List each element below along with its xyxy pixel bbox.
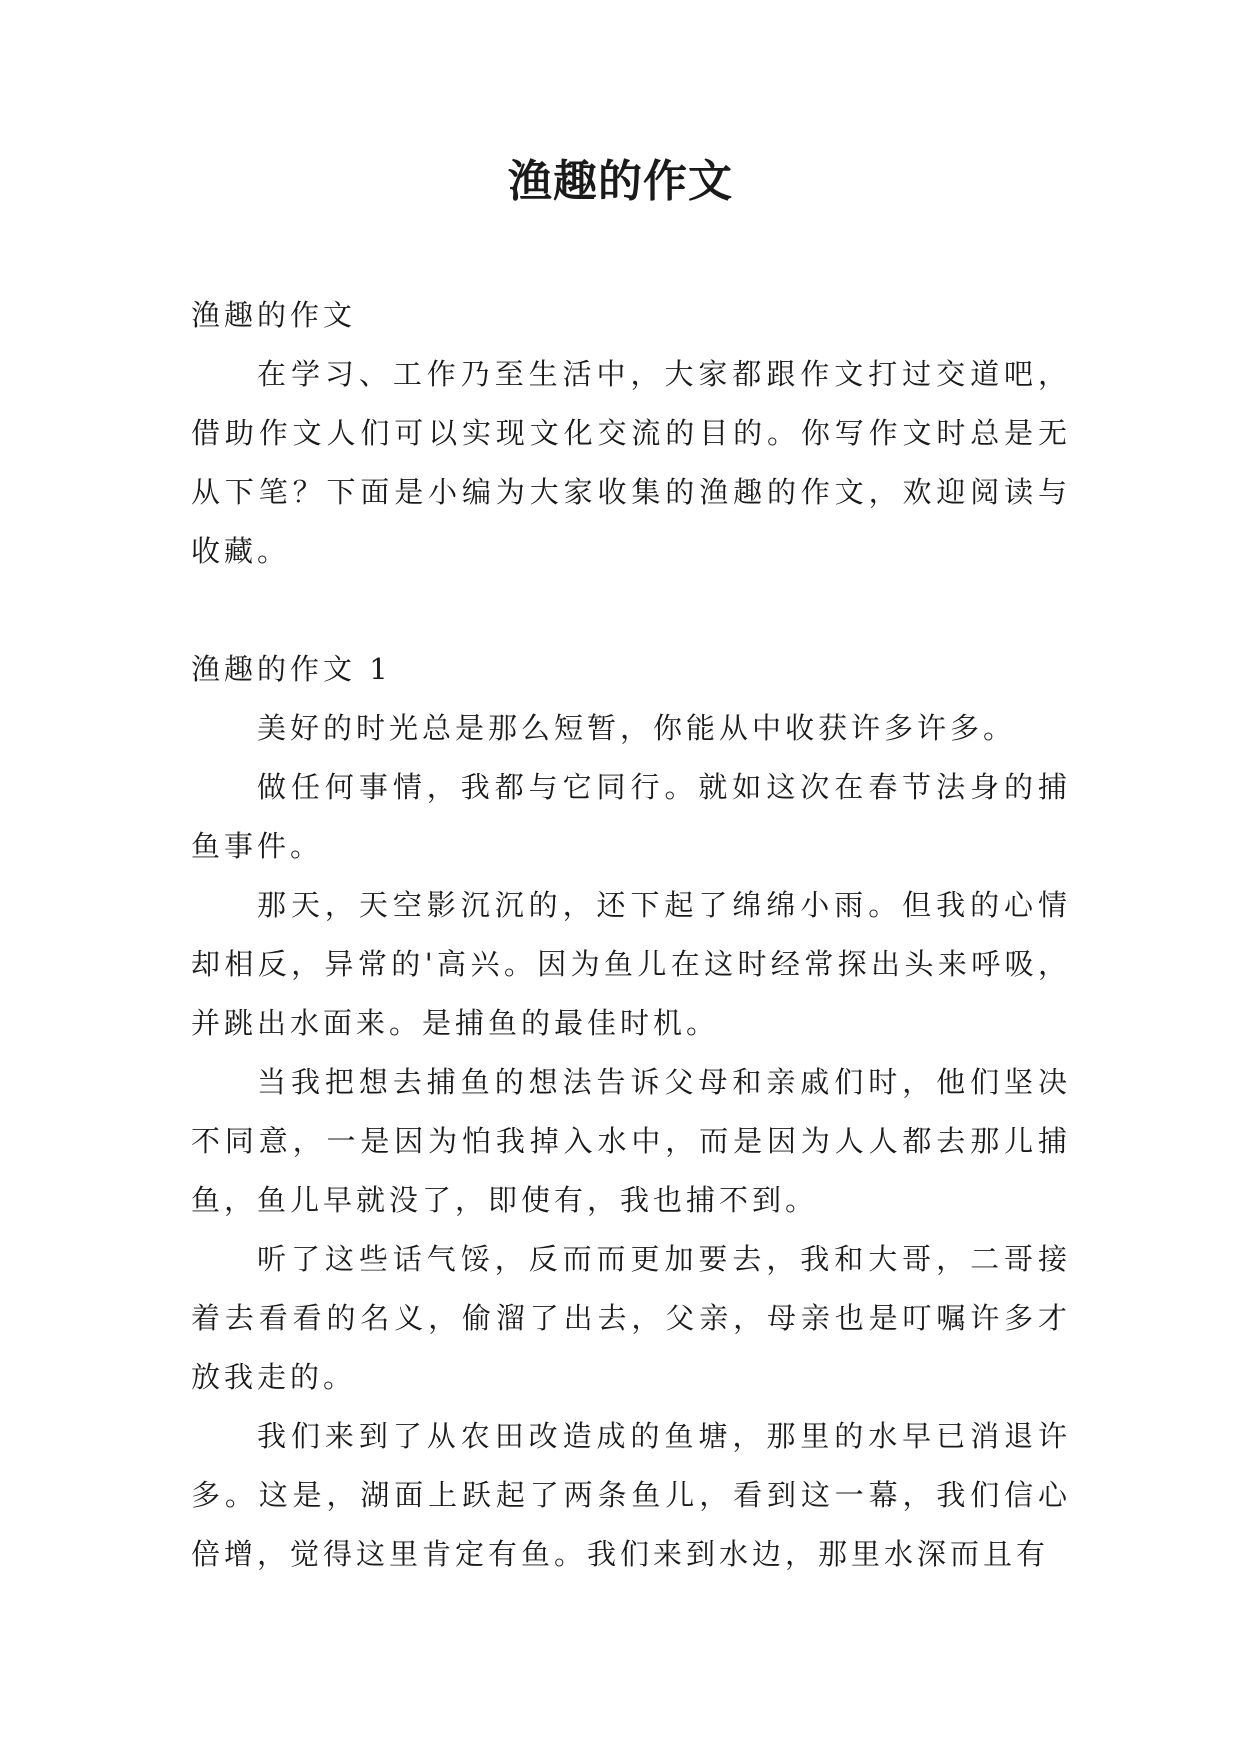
paragraph: 那天，天空影沉沉的，还下起了绵绵小雨。但我的心情却相反，异常的'高兴。因为鱼儿在这时经常探出头来呼吸，并跳出水面来。是捕鱼的最佳时机。 xyxy=(191,888,1071,1040)
document-body xyxy=(191,286,1071,1584)
document-subheading: 渔趣的作文 xyxy=(191,298,357,332)
section-spacer xyxy=(191,581,1071,640)
paragraph: 美好的时光总是那么短暂，你能从中收获许多许多。 xyxy=(257,711,1017,745)
page-title: 渔趣的作文 xyxy=(508,156,733,207)
paragraph: 我们来到了从农田改造成的鱼塘，那里的水早已消退许多。这是，湖面上跃起了两条鱼儿，看到这一幕，我们信心倍增，觉得这里肯定有鱼。我们来到水边，那里水深而且有 xyxy=(191,1419,1071,1571)
paragraph: 听了这些话气馁，反而而更加要去，我和大哥，二哥接着去看看的名义，偷溜了出去，父亲，母亲也是叮嘱许多才放我走的。 xyxy=(191,1242,1071,1394)
section-heading: 渔趣的作文 1 xyxy=(191,652,392,686)
paragraph: 当我把想去捕鱼的想法告诉父母和亲戚们时，他们坚决不同意，一是因为怕我掉入水中，而是因为人人都去那儿捕鱼，鱼儿早就没了，即使有，我也捕不到。 xyxy=(191,1065,1071,1217)
intro-paragraph: 在学习、工作乃至生活中，大家都跟作文打过交道吧，借助作文人们可以实现文化交流的目的。你写作文时总是无从下笔？下面是小编为大家收集的渔趣的作文，欢迎阅读与收藏。 xyxy=(191,357,1071,568)
paragraph: 做任何事情，我都与它同行。就如这次在春节法身的捕鱼事件。 xyxy=(191,770,1071,863)
